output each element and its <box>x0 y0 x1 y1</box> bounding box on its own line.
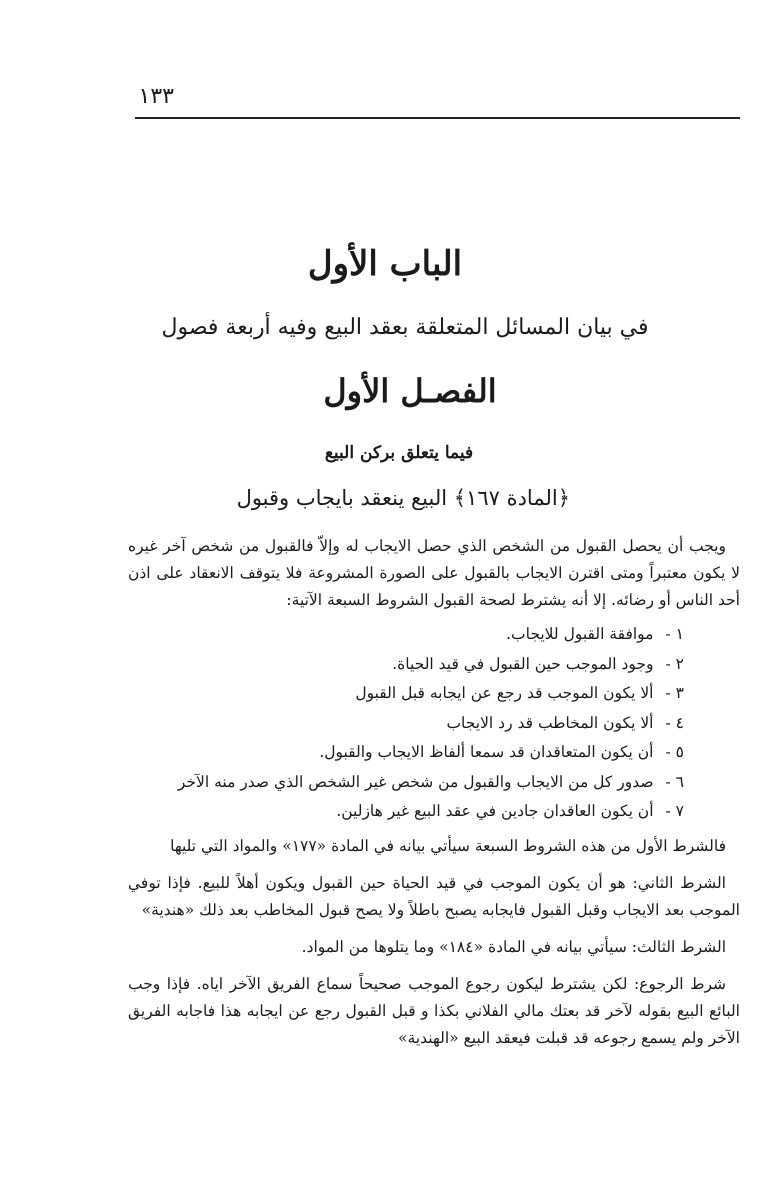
paragraph-first-condition: فالشرط الأول من هذه الشروط السبعة سيأتي بيانه في المادة «١٧٧» والمواد التي تليها <box>170 836 726 855</box>
chapter-title: الباب الأول <box>307 244 463 284</box>
paragraph-second-condition: الشرط الثاني: هو أن يكون الموجب في قيد الحياة حين القبول ويكون أهلاً للبيع. فإذا توفي الموجب بعد الايجاب وقبل القبول فايجابه يصبح باطلاً ولا يصح قبول المخاطب بعد ذلك «هندية» <box>128 873 740 919</box>
condition-item <box>128 620 684 650</box>
condition-number: ٣ - <box>665 684 684 702</box>
paragraph-third-condition: الشرط الثالث: سيأتي بيانه في المادة «١٨٤» وما يتلوها من المواد. <box>301 937 726 956</box>
body-text <box>128 533 740 1052</box>
condition-text: صدور كل من الايجاب والقبول من شخص غير الشخص الذي صدر منه الآخر <box>177 772 654 791</box>
header-rule <box>135 117 740 119</box>
condition-text: وجود الموجب حين القبول في قيد الحياة. <box>392 654 654 673</box>
condition-item <box>128 709 684 739</box>
condition-item <box>128 738 684 768</box>
section-title: الفصـل الأول <box>323 372 497 410</box>
page-number: ١٣٣ <box>138 84 174 109</box>
condition-text: أن يكون المتعاقدان قد سمعا ألفاظ الايجاب والقبول. <box>319 743 654 761</box>
article-heading: ﴿المادة ١٦٧﴾ البيع ينعقد بايجاب وقبول <box>236 486 570 510</box>
condition-number: ٢ - <box>665 654 684 673</box>
condition-text: أن يكون العاقدان جادين في عقد البيع غير هازلين. <box>336 802 654 820</box>
condition-item <box>128 797 684 827</box>
conditions-list <box>128 620 740 827</box>
condition-number: ٤ - <box>665 713 684 732</box>
condition-number: ٧ - <box>665 802 684 820</box>
condition-item <box>128 768 684 798</box>
condition-item <box>128 679 684 709</box>
section-subtitle: فيما يتعلق بركن البيع <box>324 443 474 463</box>
condition-item <box>128 650 684 680</box>
condition-text: موافقة القبول للايجاب. <box>506 625 654 643</box>
paragraph-retraction-condition: شرط الرجوع: لكن يشترط ليكون رجوع الموجب صحيحاً سماع الفريق الآخر اياه. فإذا وجب البائع البيع بقوله لآخر قد بعتك مالي الفلاني بكذا و قبل القبول رجع عن ايجابه هذا فاجابه الفريق الآخر ولم يسمع رجوعه قد قبلت فيعقد البيع «الهندية» <box>128 974 740 1047</box>
condition-text: ألا يكون الموجب قد رجع عن ايجابه قبل القبول <box>355 684 654 702</box>
condition-number: ٦ - <box>665 772 684 791</box>
chapter-subtitle: في بيان المسائل المتعلقة بعقد البيع وفيه أربعة فصول <box>161 315 649 340</box>
condition-number: ١ - <box>665 625 684 643</box>
condition-text: ألا يكون المخاطب قد رد الايجاب <box>446 713 654 732</box>
intro-paragraph: ويجب أن يحصل القبول من الشخص الذي حصل الايجاب له وإلاّ فالقبول من شخص آخر غيره لا يكون معتبراً ومتى اقترن الايجاب بالقبول على الصورة المشروعة فلا يتوقف الانعقاد على اذن أحد الناس أو رضائه. إلا أنه يشترط لصحة القبول الشروط السبعة الآتية: <box>128 537 740 609</box>
condition-number: ٥ - <box>665 743 684 761</box>
